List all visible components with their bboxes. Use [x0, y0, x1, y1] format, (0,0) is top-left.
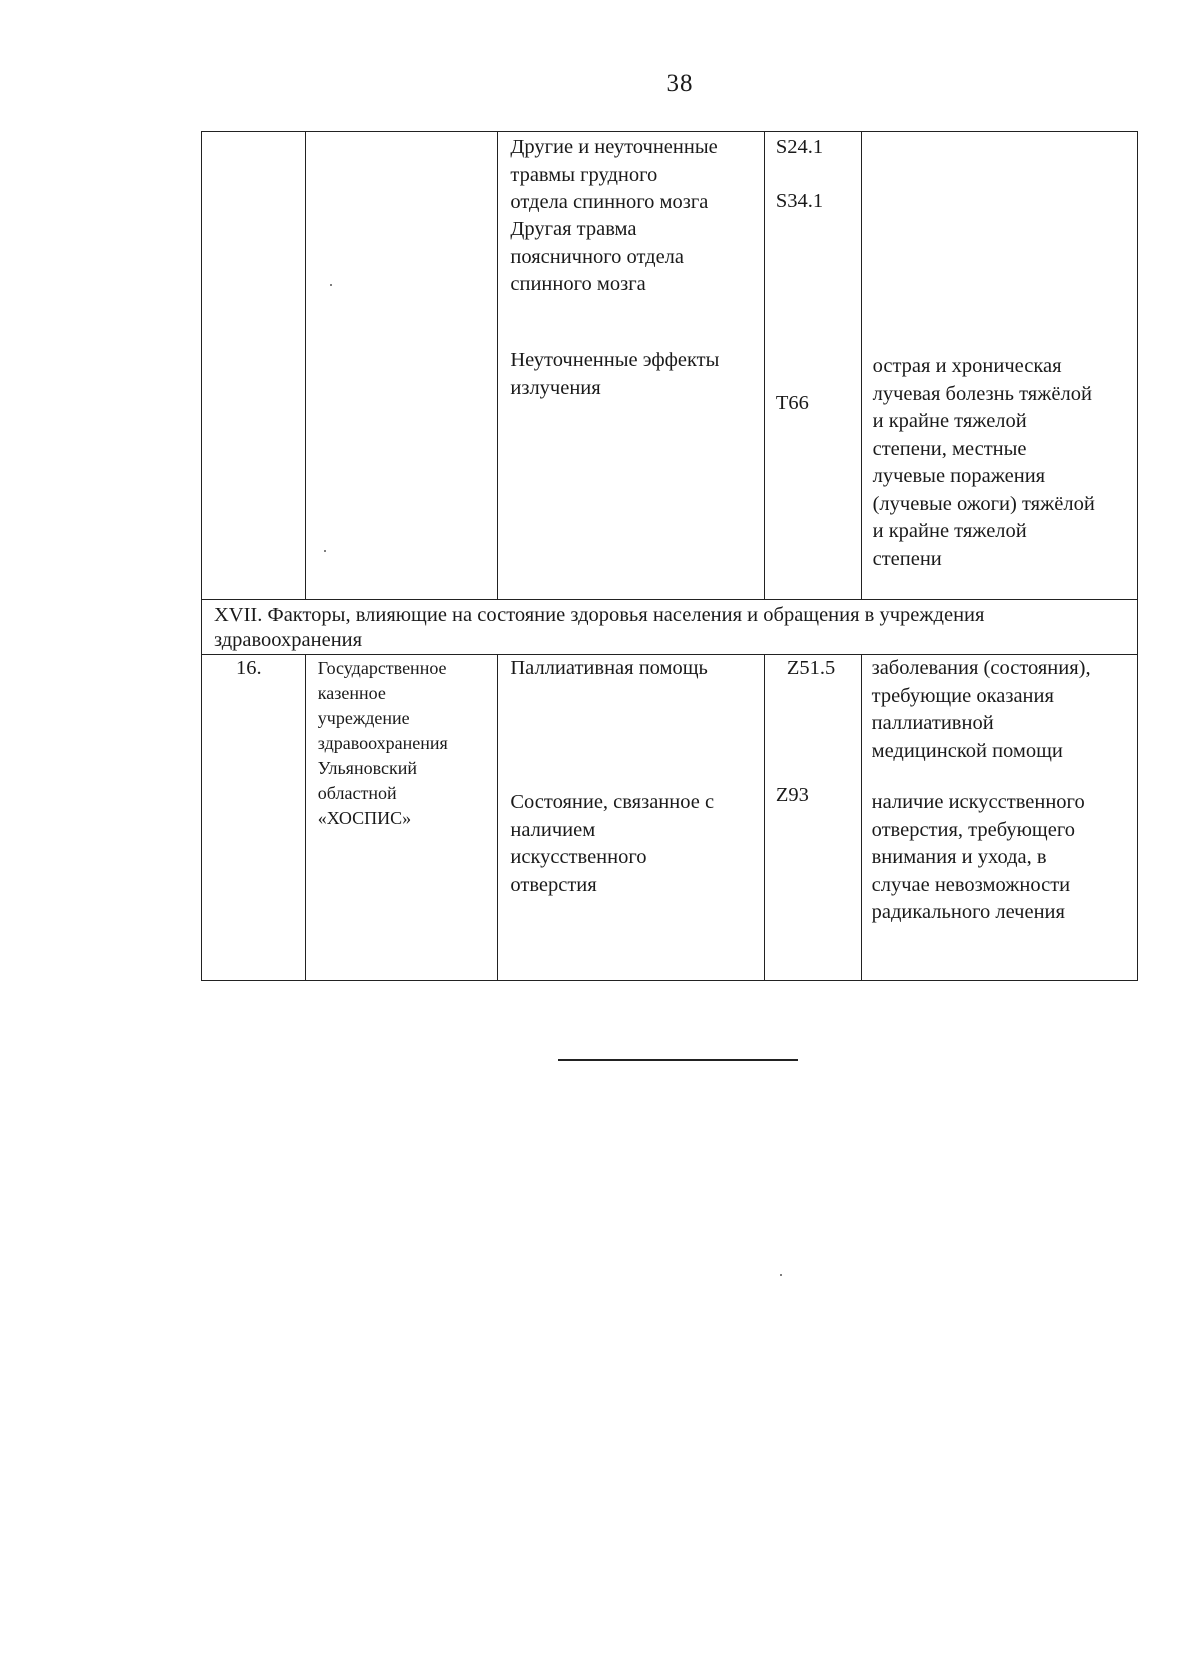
cell-institution-empty — [305, 132, 498, 599]
diagnosis-radiation: Неуточненные эффекты излучения — [510, 349, 720, 399]
row-number: 16. — [236, 657, 262, 679]
cell-number-empty — [202, 132, 305, 599]
diagnosis-spinal-lumbar: Другая травма поясничного отдела спинного мозга — [510, 218, 685, 295]
scan-speck — [780, 1274, 782, 1276]
cell-indication — [861, 132, 1137, 599]
code-z51-5: Z51.5 — [786, 657, 836, 679]
page-number: 38 — [666, 70, 694, 97]
indication-palliative: заболевания (состояния), требующие оказания паллиативной медицинской помощи — [871, 657, 1091, 762]
cell-diagnosis — [497, 655, 763, 980]
section-header-text: XVII. Факторы, влияющие на состояние здоровья населения и обращения в учреждения здравоохранения — [214, 604, 985, 651]
code-s24-1: S24.1 — [775, 136, 824, 158]
code-z93: Z93 — [775, 784, 809, 806]
table-row-16 — [202, 654, 1137, 980]
code-s34-1: S34.1 — [775, 190, 824, 212]
code-t66: T66 — [775, 392, 809, 414]
cell-indication — [861, 655, 1137, 980]
data-table — [201, 131, 1138, 981]
indication-stoma: наличие искусственного отверстия, требующего внимания и ухода, в случае невозможности радикального лечения — [871, 791, 1085, 923]
diagnosis-spinal-thoracic: Другие и неуточненные травмы грудного отдела спинного мозга — [510, 136, 718, 213]
cell-code — [764, 655, 861, 980]
diagnosis-palliative: Паллиативная помощь — [510, 657, 708, 679]
institution-name: Государственное казенное учреждение здравоохранения Ульяновский областной «ХОСПИС» — [317, 658, 448, 828]
cell-code — [764, 132, 861, 599]
cell-institution — [305, 655, 498, 980]
cell-row-number — [202, 655, 305, 980]
cell-diagnosis — [497, 132, 763, 599]
indication-radiation: острая и хроническая лучевая болезнь тяжёлой и крайне тяжелой степени, местные лучевые поражения (лучевые ожоги) тяжёлой и крайне тяжелой степени — [872, 355, 1095, 570]
section-header-xvii — [202, 599, 1137, 654]
table-row-continuation — [202, 132, 1137, 599]
diagnosis-stoma: Состояние, связанное с наличием искусственного отверстия — [510, 791, 715, 896]
closing-rule — [558, 1059, 798, 1061]
